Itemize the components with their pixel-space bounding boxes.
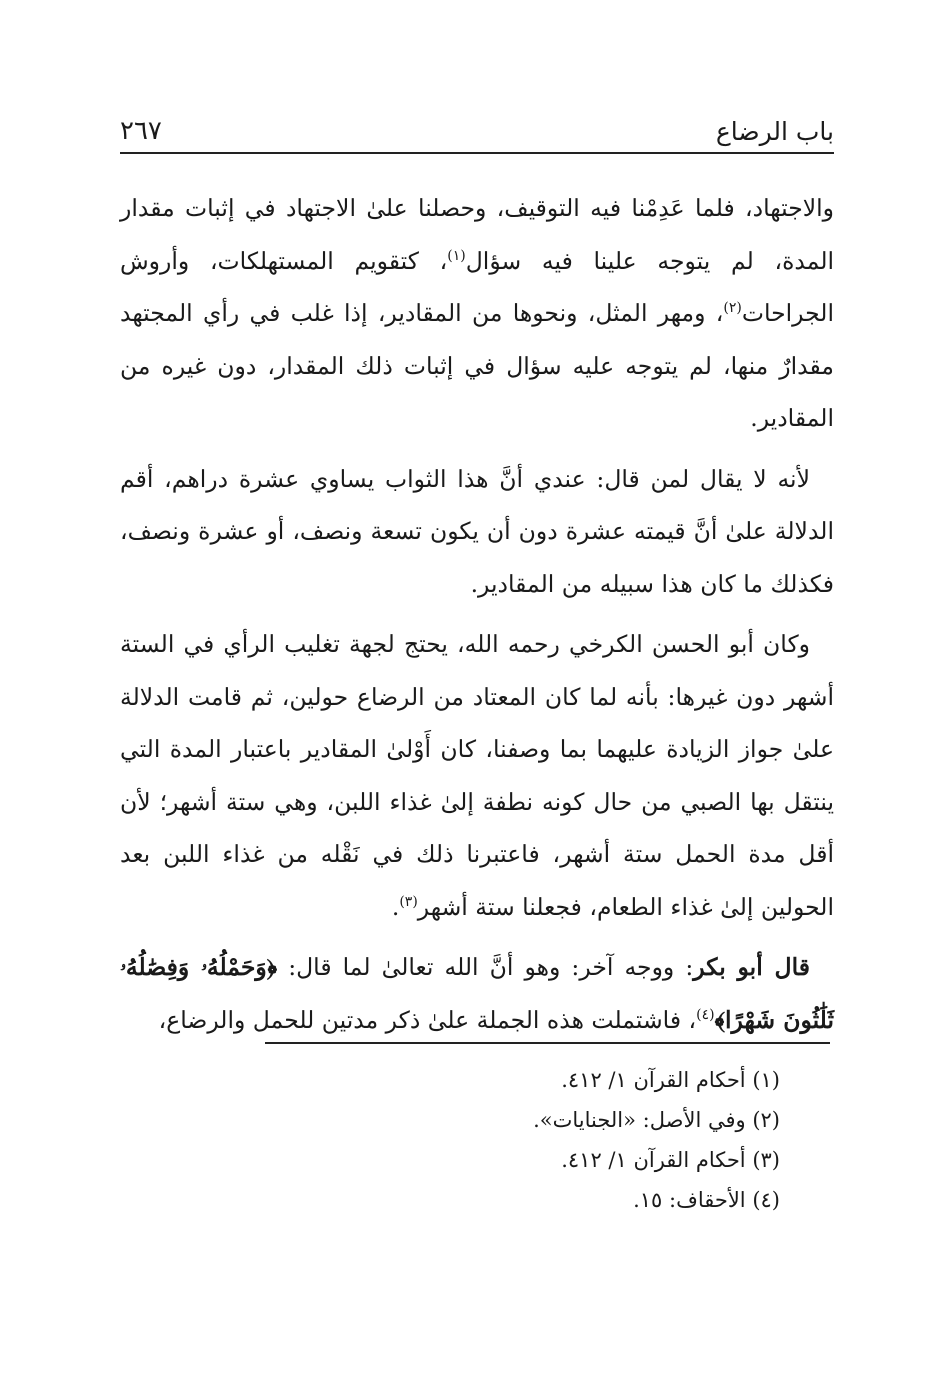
paragraph-text: لأنه لا يقال لمن قال: عندي أنَّ هذا الثواب يساوي عشرة دراهم، أقم الدلالة علىٰ أنَّ قيمته عشرة دون أن يكون تسعة ونصف، أو عشرة ونصف، فكذلك ما كان هذا سبيله من المقادير. [120, 464, 834, 598]
paragraph-1 [120, 182, 834, 445]
footnote-4: (٤) الأحقاف: ١٥. [633, 1188, 780, 1212]
footnote-divider [265, 1042, 830, 1044]
page-header [120, 100, 834, 154]
footnotes [533, 1060, 780, 1220]
paragraph-2 [120, 453, 834, 611]
footnote-1: (١) أحكام القرآن ١/ ٤١٢. [561, 1068, 780, 1092]
paragraph-tail: . [391, 892, 400, 921]
quran-verse: ﴿وَحَمْلُهُۥ وَفِصَٰلُهُۥ ثَلَٰثُونَ شَهْرًا﴾ [120, 953, 834, 1034]
paragraph-text: ، ومهر المثل، ونحوها من المقادير، إذا غلب في رأي المجتهد مقدارٌ منها، لم يتوجه عليه سؤال في إثبات ذلك المقدار، دون غيره من المقادير. [120, 299, 834, 432]
paragraph-text: وكان أبو الحسن الكرخي رحمه الله، يحتج لجهة تغليب الرأي في الستة أشهر دون غيرها: بأنه لما كان المعتاد من الرضاع حولين، ثم قامت الدلالة علىٰ جواز الزيادة عليهما بما وصفنا، كان أَوْلىٰ المقادير باعتبار المدة التي ينتقل بها الصبي من حال كونه نطفة إلىٰ غذاء اللبن، وهي ستة أشهر؛ لأن أقل مدة الحمل ستة أشهر، فاعتبرنا ذلك في نَقْله من غذاء اللبن بعد الحولين إلىٰ غذاء الطعام، فجعلنا ستة أشهر [120, 630, 834, 921]
paragraph-text: : ووجه آخر: وهو أنَّ الله تعالىٰ لما قال: [277, 953, 694, 981]
footnote-ref-2: (٢) [723, 300, 742, 317]
chapter-title: باب الرضاع [715, 117, 834, 146]
paragraph-tail: ، فاشتملت هذه الجملة علىٰ ذكر مدتين للحمل والرضاع، [158, 1005, 697, 1034]
footnote-ref-1: (١) [447, 247, 466, 264]
main-text [120, 182, 834, 1046]
paragraph-3 [120, 618, 834, 933]
paragraph-4 [120, 941, 834, 1046]
footnote-ref-4: (٤) [696, 1006, 715, 1023]
speaker-label: قال أبو بكر [693, 953, 810, 981]
paragraph-text: ، كتقويم المستهلكات، وأروش الجراحات [120, 246, 834, 327]
footnote-ref-3: (٣) [399, 893, 418, 910]
page-number: ٢٦٧ [120, 116, 162, 146]
footnote-3: (٣) أحكام القرآن ١/ ٤١٢. [561, 1148, 780, 1172]
footnote-2: (٢) وفي الأصل: «الجنايات». [533, 1108, 780, 1132]
page [120, 100, 834, 1054]
paragraph-text: والاجتهاد، فلما عَدِمْنا فيه التوقيف، وحصلنا علىٰ الاجتهاد في إثبات مقدار المدة، لم يتوجه علينا فيه سؤال [120, 194, 835, 275]
